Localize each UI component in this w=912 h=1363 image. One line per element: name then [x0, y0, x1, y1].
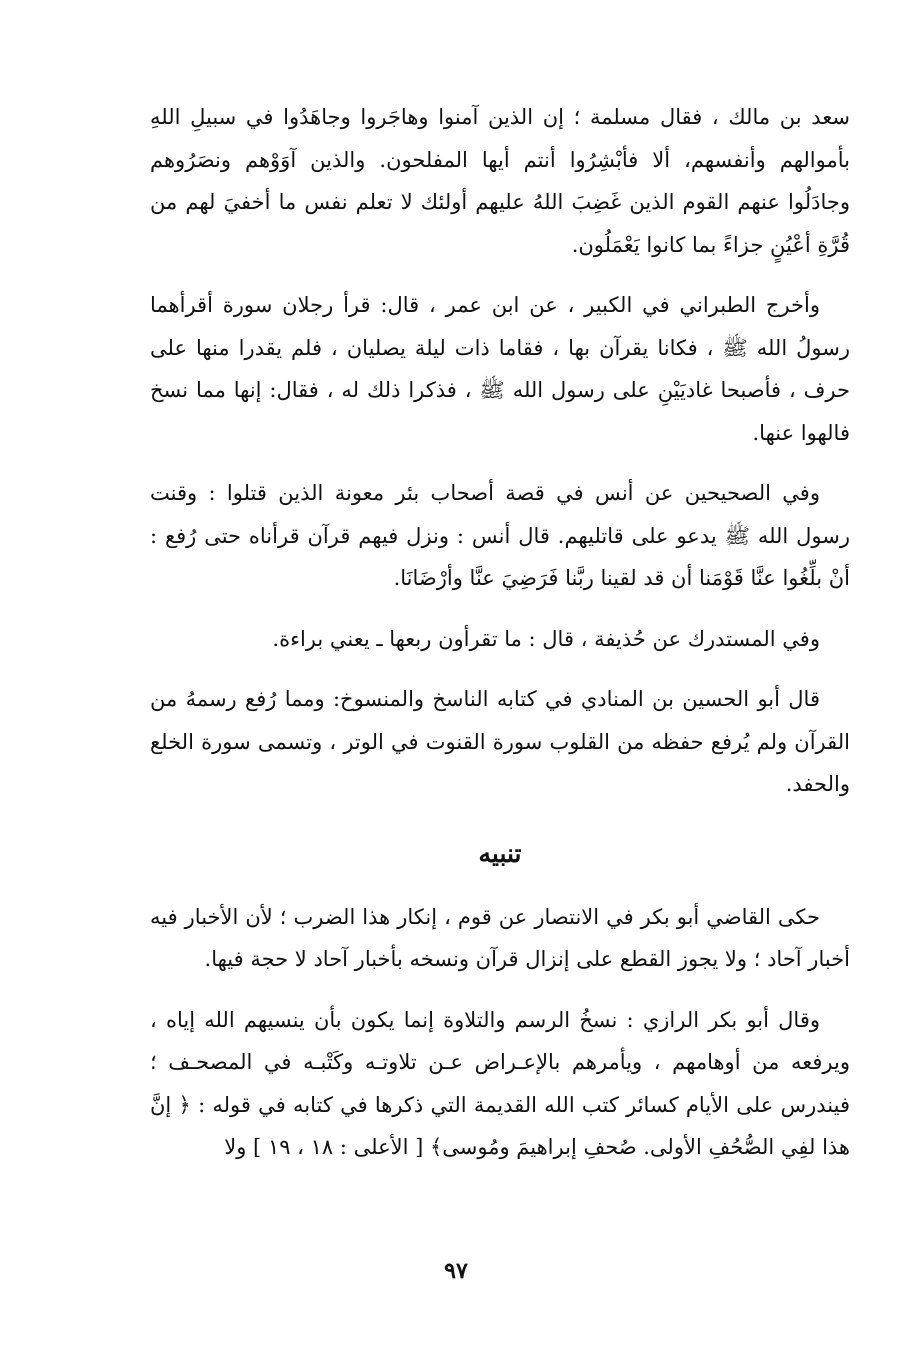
paragraph-2: وأخرج الطبراني في الكبير ، عن ابن عمر ، قال: قرأ رجلان سورة أقرأهما رسولُ الله ﷺ ، فكانا يقرآن بها ، فقاما ذات ليلة يصليان ، فلم يقدرا منها على حرف ، فأصبحا غاديَيْنِ على رسول الله ﷺ ، فذكرا ذلك له ، فقال: إنها مما نسخ فالهوا عنها.: [150, 293, 850, 445]
page-number: ٩٧: [444, 1258, 468, 1284]
paragraph-7: وقال أبو بكر الرازي : نسخُ الرسم والتلاوة إنما يكون بأن ينسيهم الله إياه ، ويرفعه من أوهامهم ، ويأمرهم بالإعـراض عـن تلاوتـه وكَتْبـه في المصحـف ؛ فيندرس على الأيام كسائر كتب الله القديمة التي ذكرها في كتابه في قوله : ﴿ إنَّ هذا لفِي الصُّحُفِ الأولى. صُحفِ إبراهيمَ ومُوسى﴾ [ الأعلى : ١٨ ، ١٩ ] ولا: [150, 1007, 850, 1159]
page-body: [150, 96, 850, 1187]
paragraph-3: وفي الصحيحين عن أنس في قصة أصحاب بئر معونة الذين قتلوا : وقنت رسول الله ﷺ يدعو على قاتليهم. قال أنس : ونزل فيهم قرآن قرأناه حتى رُفع : أنْ بلِّغُوا عنَّا قَوْمَنا أن قد لقينا ربَّنا فَرَضِيَ عنَّا وأرْضَانَا.: [150, 481, 850, 590]
section-heading: تنبيه: [478, 838, 522, 868]
paragraph-1: سعد بن مالك ، فقال مسلمة ؛ إن الذين آمنوا وهاجَروا وجاهَدُوا في سبيلِ اللهِ بأموالهم وأنفسهم، ألا فأبْشِرُوا أنتم أيها المفلحون. والذين آوَوْهم ونصَرُوهم وجادَلُوا عنهم القوم الذين غَضِبَ اللهُ عليهم أولئك لا تعلم نفس ما أخفيَ لهم من قُرَّةِ أعْيُنٍ جزاءً بما كانوا يَعْمَلُون.: [150, 105, 850, 257]
paragraph-5: قال أبو الحسين بن المنادي في كتابه الناسخ والمنسوخ: ومما رُفع رسمهُ من القرآن ولم يُرفع حفظه من القلوب سورة القنوت في الوتر ، وتسمى سورة الخلع والحفد.: [150, 687, 850, 796]
paragraph-6: حكى القاضي أبو بكر في الانتصار عن قوم ، إنكار هذا الضرب ؛ لأن الأخبار فيه أخبار آحاد ؛ ولا يجوز القطع على إنزال قرآن ونسخه بأخبار آحاد لا حجة فيها.: [150, 904, 850, 971]
paragraph-4: وفي المستدرك عن حُذيفة ، قال : ما تقرأون ربعها ـ يعني براءة.: [272, 626, 820, 651]
